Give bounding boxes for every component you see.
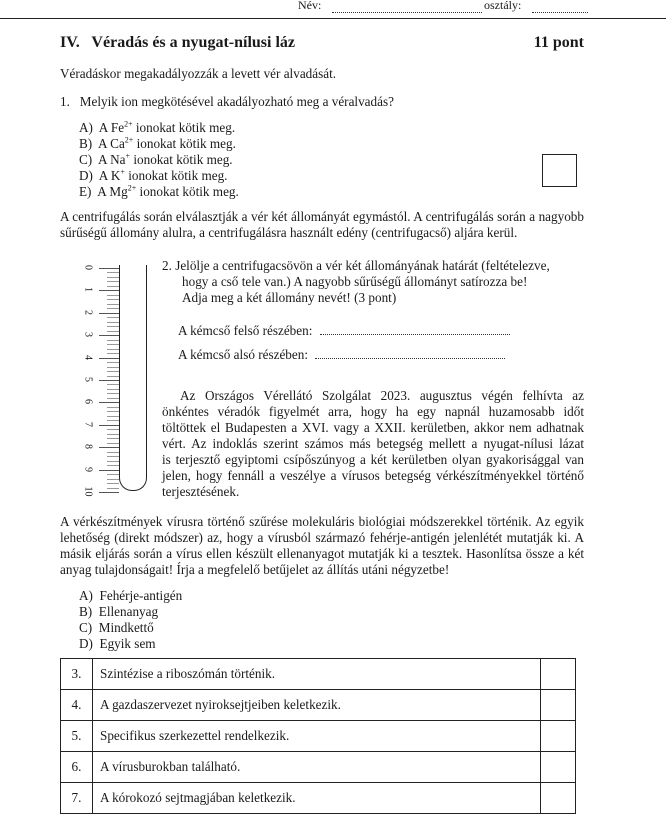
q1-option: A) A $Fe^{2+}$ ionokat kötik meg. (79, 119, 236, 135)
name-field[interactable] (332, 0, 482, 13)
scale-minor-tick (107, 407, 119, 408)
choices-list (79, 588, 182, 652)
scale-number: 5 (82, 377, 94, 382)
scale-number: 10 (82, 486, 94, 497)
q1-option: D) A K+ ionokat kötik meg. (79, 167, 228, 183)
scale-minor-tick (107, 443, 119, 444)
row-number: 3. (61, 659, 93, 690)
scale-minor-tick (107, 304, 119, 305)
q1-options (79, 120, 239, 200)
scale-minor-tick (107, 344, 119, 345)
scale-minor-tick (107, 331, 119, 332)
row-statement: Specifikus szerkezettel rendelkezik. (93, 721, 541, 752)
scale-minor-tick (107, 389, 119, 390)
answer-table (60, 658, 576, 814)
intro-text: Véradáskor megakadályozzák a levett vér alvadását. (60, 66, 337, 81)
scale-minor-tick (107, 340, 119, 341)
row-statement: A gazdaszervezet nyiroksejtjeiben keletkezik. (93, 690, 541, 721)
scale-minor-tick (107, 371, 119, 372)
choice-option: B) Ellenanyag (79, 604, 159, 619)
q1-answer-box[interactable] (542, 154, 577, 187)
upper-part-answer[interactable] (320, 322, 510, 335)
scale-minor-tick (107, 434, 119, 435)
table-row (61, 752, 576, 783)
scale-minor-tick (107, 349, 119, 350)
scale-minor-tick (107, 326, 119, 327)
news-line-1: Az Országos Vérellátó Szolgálat 2023. augusztus végén felhívta az (180, 388, 584, 403)
scale-minor-tick (107, 376, 119, 377)
scale-minor-tick (107, 483, 119, 484)
section-title: IV. Véradás és a nyugat-nílusi láz (60, 34, 295, 51)
lower-part-label: A kémcső alsó részében: (178, 347, 309, 362)
scale-minor-tick (107, 353, 119, 354)
scale-number: 4 (82, 354, 94, 360)
scale-minor-tick (107, 429, 119, 430)
scale-minor-tick (107, 281, 119, 282)
scale-tick (99, 290, 119, 291)
news-line-7: terjesztésének. (162, 484, 240, 499)
scale-minor-tick (107, 322, 119, 323)
q1-option: B) A $Ca^{2+}$ ionokat kötik meg. (79, 135, 236, 151)
table-row (61, 659, 576, 690)
scale-minor-tick (107, 456, 119, 457)
question-1: 1. Melyik ion megkötésével akadályozható meg a véralvadás? (60, 94, 394, 109)
news-paragraph (162, 388, 584, 500)
screening-text: A vérkészítmények vírusra történő szűrése molekuláris biológiai módszerekkel történik. Az egyik lehetőség (direkt módszer) az, hogy a vírusból származó fehérje-antigén jelenlétét mutatják ki. A másik eljárás során a vírus ellen készült ellenanyagot mutatják ki a tesztek. Hasonlítsa össze a két anyag tulajdonságait! Írja a megfelelő betűjelet az állítás utáni négyzetbe! (60, 514, 584, 577)
lower-part-row (178, 346, 505, 363)
scale-minor-tick (107, 474, 119, 475)
scale-tick (99, 335, 119, 336)
scale-tick (99, 470, 119, 471)
scale-minor-tick (107, 479, 119, 480)
upper-part-label: A kémcső felső részében: (178, 323, 313, 338)
scale-minor-tick (107, 411, 119, 412)
scale-number: 9 (82, 466, 94, 472)
news-line-2: önkéntes véradók figyelmét arra, hogy ha egy napnál huzamosabb időt (162, 404, 584, 419)
row-number: 7. (61, 783, 93, 814)
scale-minor-tick (107, 393, 119, 394)
row-number: 6. (61, 752, 93, 783)
section-points: 11 pont (533, 34, 584, 51)
q2-line-1: 2. Jelölje a centrifugacsövön a vér két állományának határát (feltételezve, (162, 258, 550, 273)
scale-tick (99, 268, 119, 269)
news-line-5: is terjesztő egyiptomi csípőszúnyog a két kerületben olyan gyakorisággal van (162, 452, 584, 467)
scale-number: 8 (82, 444, 94, 450)
scale-minor-tick (107, 277, 119, 278)
header-divider (0, 18, 666, 19)
scale-tick (99, 447, 119, 448)
scale-minor-tick (107, 438, 119, 439)
scale-minor-tick (107, 461, 119, 462)
class-label: osztály: (484, 0, 522, 12)
table-row (61, 721, 576, 752)
lower-part-answer[interactable] (315, 346, 505, 359)
scale-number: 0 (82, 265, 94, 270)
scale-minor-tick (107, 416, 119, 417)
scale-tick (99, 492, 119, 493)
row-statement: A vírusburokban található. (93, 752, 541, 783)
scale-minor-tick (107, 488, 119, 489)
scale-minor-tick (107, 384, 119, 385)
scale-minor-tick (107, 367, 119, 368)
choice-option: C) Mindkettő (79, 620, 154, 635)
scale-minor-tick (107, 286, 119, 287)
scale-minor-tick (107, 362, 119, 363)
upper-part-row (178, 322, 510, 339)
scale-minor-tick (107, 398, 119, 399)
scale-tick (99, 358, 119, 359)
row-number: 4. (61, 690, 93, 721)
scale-number: 6 (82, 399, 94, 405)
news-line-3: töltöttek el Budapesten a XVI. vagy a XXII. kerületben, akkor nem adhatnak (162, 420, 584, 435)
row-number: 5. (61, 721, 93, 752)
scale-number: 1 (82, 287, 94, 293)
question-2 (162, 258, 584, 306)
scale-minor-tick (107, 308, 119, 309)
scale-minor-tick (107, 452, 119, 453)
scale-number: 7 (82, 421, 94, 427)
scale-minor-tick (107, 420, 119, 421)
q1-option: E) A $Mg^{2+}$ ionokat kötik meg. (79, 183, 239, 199)
row-answer-box[interactable] (541, 721, 576, 752)
scale-minor-tick (107, 465, 119, 466)
news-line-4: vért. Az indoklás szerint számos más betegség mellett a nyugat-nílusi lázat (162, 436, 584, 451)
scale-tick (99, 402, 119, 403)
scale-tick (99, 380, 119, 381)
row-answer-box[interactable] (541, 752, 576, 783)
table-row (61, 690, 576, 721)
news-line-6: jelen, hogy fennáll a veszélye a vírusos betegség vérkészítményekkel történő (162, 468, 584, 483)
row-statement: Szintézise a riboszómán történik. (93, 659, 541, 690)
row-answer-box[interactable] (541, 659, 576, 690)
page-header (270, 0, 666, 18)
table-row (61, 783, 576, 814)
q2-line-3: Adja meg a két állomány nevét! (3 pont) (182, 290, 397, 305)
scale-number: 3 (82, 332, 94, 338)
name-label: Név: (298, 0, 322, 12)
scale-minor-tick (107, 317, 119, 318)
scale-tick (99, 313, 119, 314)
scale-minor-tick (107, 299, 119, 300)
choice-option: D) Egyik sem (79, 636, 156, 651)
q2-line-2: hogy a cső tele van.) A nagyobb sűrűségű állományt satírozza be! (182, 274, 528, 289)
q1-option: C) A Na+ ionokat kötik meg. (79, 151, 233, 167)
centrifuge-tube[interactable] (119, 265, 147, 491)
row-answer-box[interactable] (541, 783, 576, 814)
tube-scale (82, 262, 123, 497)
row-statement: A kórokozó sejtmagjában keletkezik. (93, 783, 541, 814)
centrifuge-text: A centrifugálás során elválasztják a vér két állományát egymástól. A centrifugálás során a nagyobb sűrűségű állomány alulra, a centrifugálásra használt edény (centrifugacső) aljára kerül. (60, 209, 584, 240)
class-field[interactable] (532, 0, 588, 13)
row-answer-box[interactable] (541, 690, 576, 721)
scale-minor-tick (107, 272, 119, 273)
choice-option: A) Fehérje-antigén (79, 588, 183, 603)
scale-tick (99, 425, 119, 426)
scale-number: 2 (82, 309, 94, 315)
scale-minor-tick (107, 295, 119, 296)
